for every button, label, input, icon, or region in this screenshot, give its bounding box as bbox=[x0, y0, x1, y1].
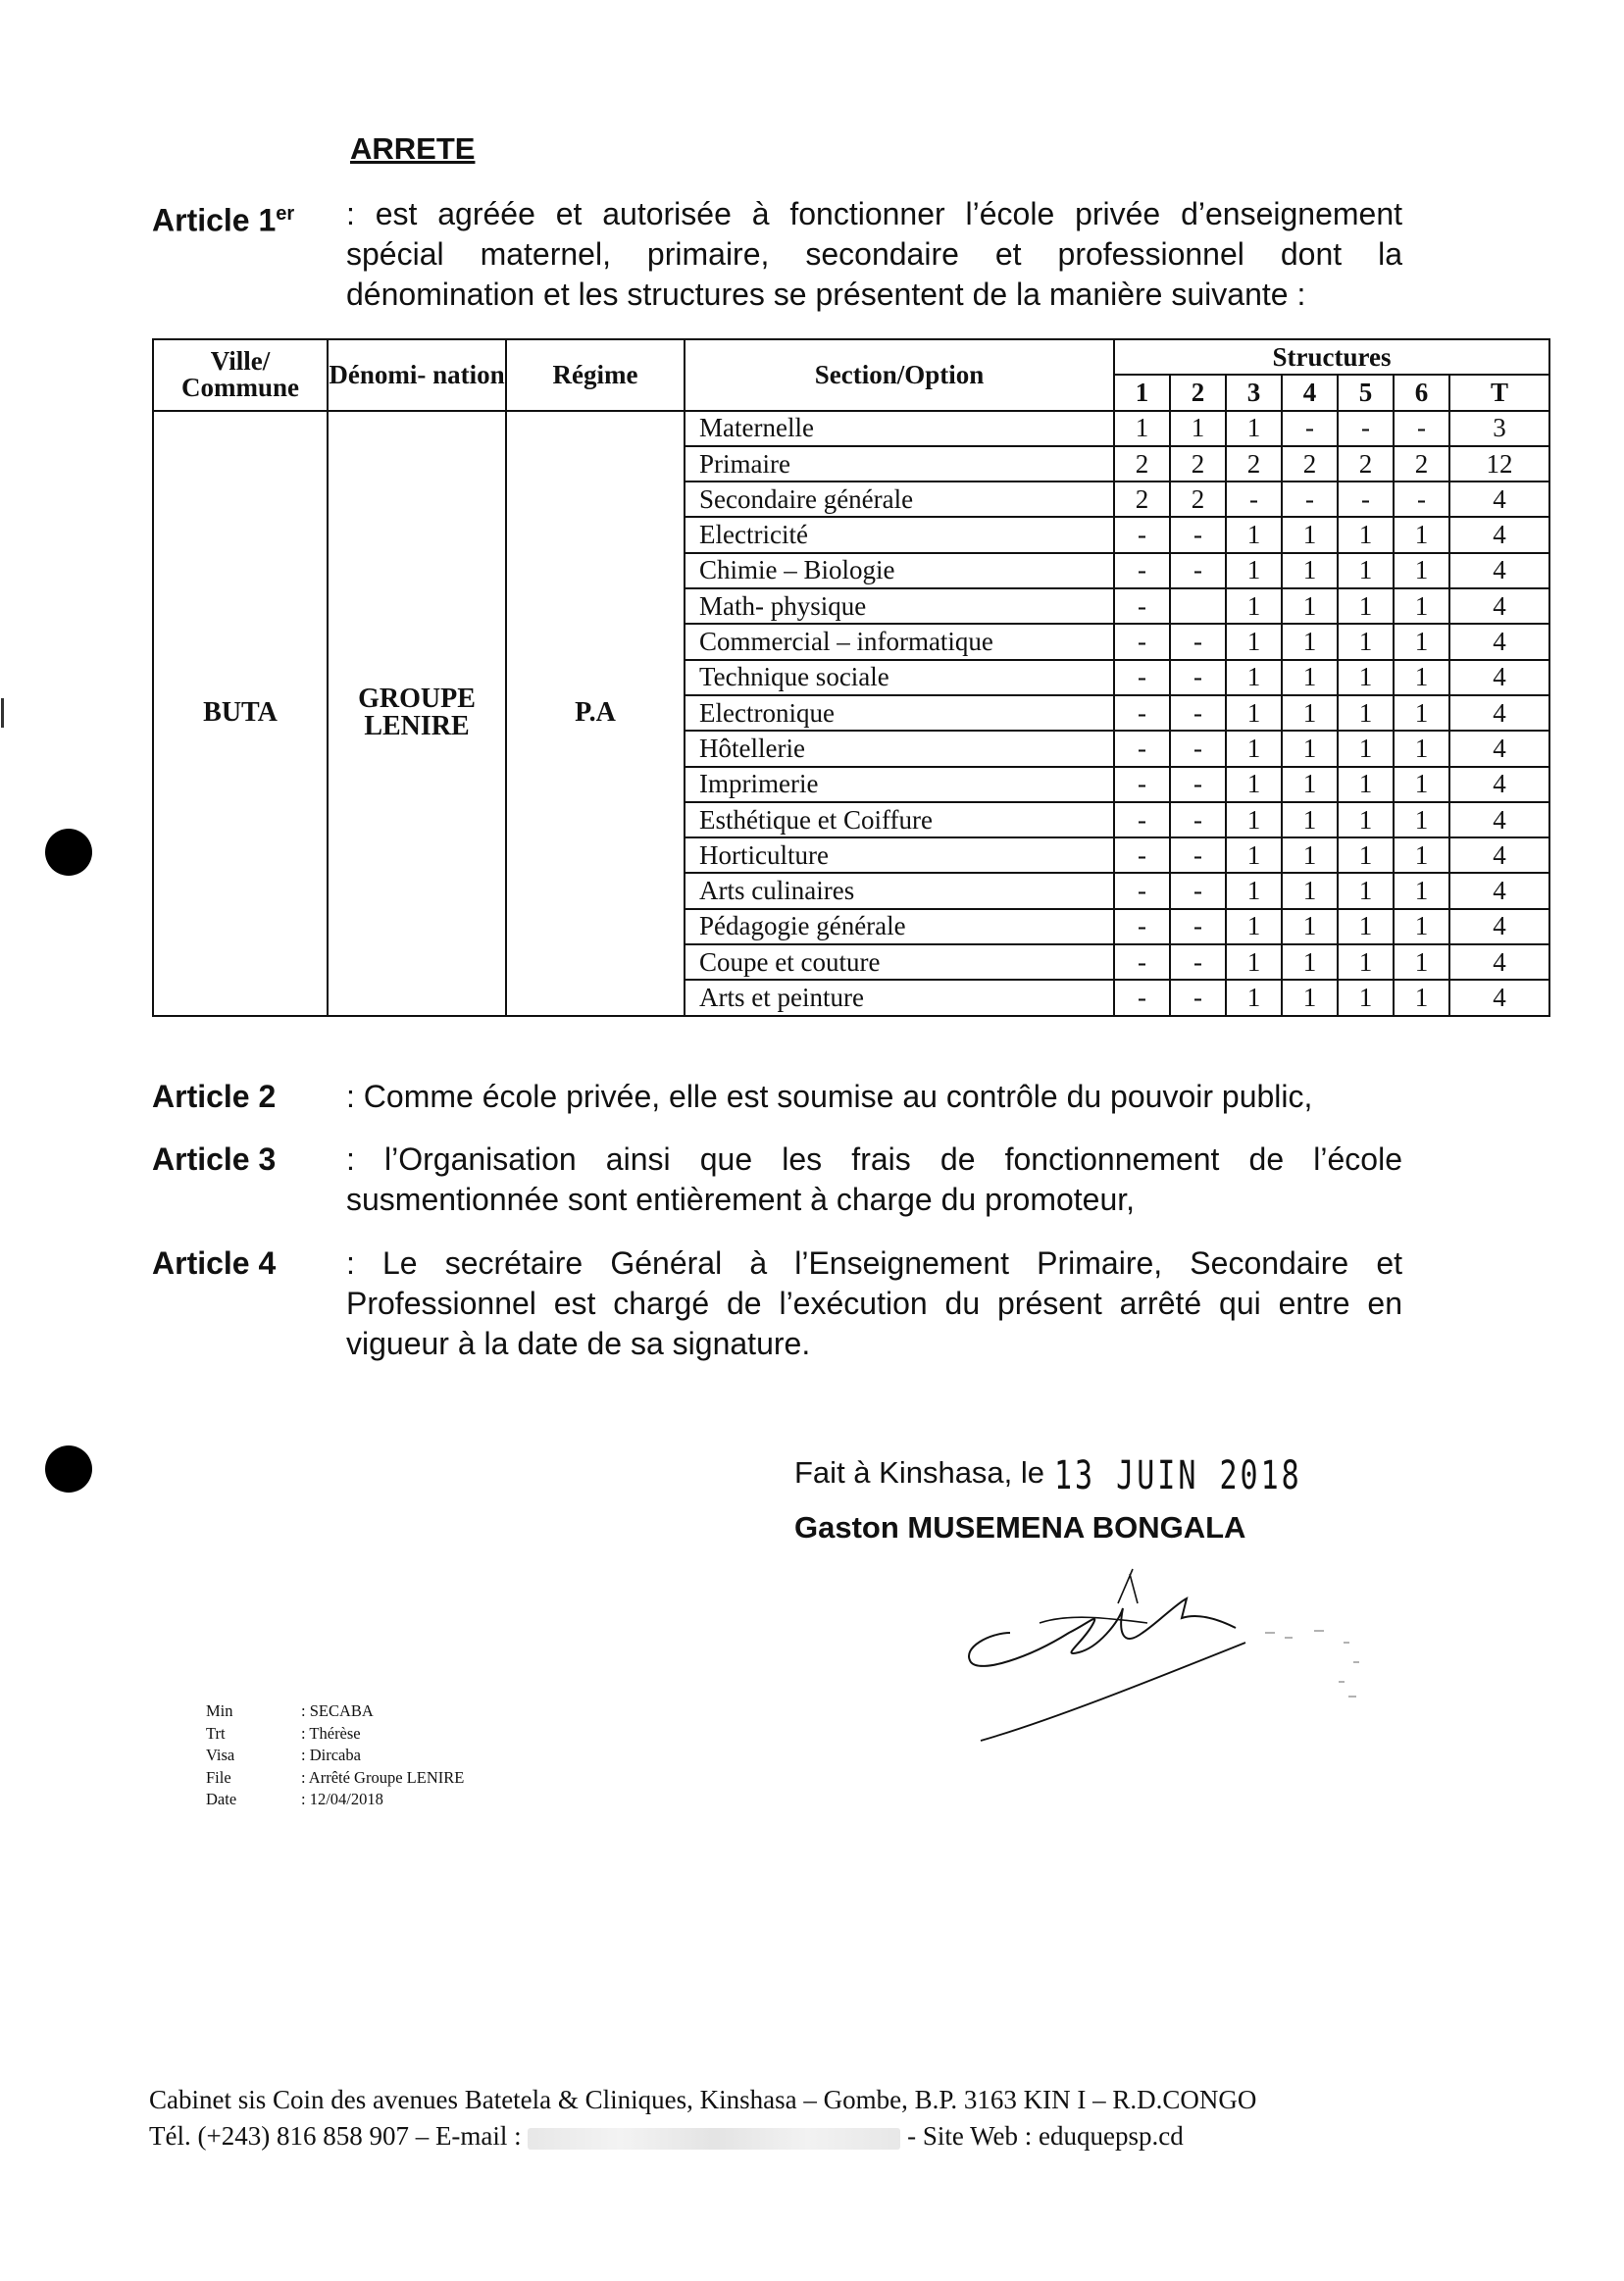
structure-cell: 1 bbox=[1338, 517, 1394, 552]
footer-contact bbox=[149, 2118, 1256, 2154]
structure-cell: 4 bbox=[1449, 909, 1549, 944]
structure-cell: 4 bbox=[1449, 517, 1549, 552]
structure-cell: - bbox=[1170, 873, 1226, 908]
structure-cell: 1 bbox=[1226, 731, 1282, 766]
structure-cell: 4 bbox=[1449, 588, 1549, 624]
article-3-label: Article 3 bbox=[152, 1141, 277, 1177]
regime-cell: P.A bbox=[506, 411, 685, 1016]
structure-cell: - bbox=[1114, 909, 1170, 944]
structure-cell: 1 bbox=[1226, 873, 1282, 908]
article-2-label: Article 2 bbox=[152, 1079, 277, 1114]
option-cell: Imprimerie bbox=[685, 767, 1114, 802]
structure-cell: - bbox=[1114, 695, 1170, 731]
place-date-label: Fait à Kinshasa, le bbox=[794, 1455, 1045, 1490]
punch-hole-bottom bbox=[45, 1445, 92, 1493]
structure-cell: 2 bbox=[1170, 446, 1226, 482]
option-cell: Pédagogie générale bbox=[685, 909, 1114, 944]
header-denomination: Dénomi- nation bbox=[328, 339, 506, 411]
structure-cell: - bbox=[1338, 482, 1394, 517]
structure-cell: 1 bbox=[1394, 873, 1449, 908]
structure-cell: 1 bbox=[1394, 980, 1449, 1015]
structure-cell: - bbox=[1114, 802, 1170, 837]
article-3 bbox=[152, 1140, 1402, 1220]
header-regime: Régime bbox=[506, 339, 685, 411]
footer bbox=[149, 2082, 1256, 2154]
structure-col-header: 5 bbox=[1338, 375, 1394, 410]
structure-cell: 1 bbox=[1282, 980, 1338, 1015]
article-2-text: : Comme école privée, elle est soumise au contrôle du pouvoir public, bbox=[346, 1079, 1313, 1114]
structure-cell: - bbox=[1114, 731, 1170, 766]
structure-cell: 1 bbox=[1338, 767, 1394, 802]
structure-col-header: 1 bbox=[1114, 375, 1170, 410]
structure-cell bbox=[1170, 588, 1226, 624]
structure-cell: - bbox=[1170, 767, 1226, 802]
structure-cell: 4 bbox=[1449, 660, 1549, 695]
structure-cell: - bbox=[1170, 624, 1226, 659]
reference-row bbox=[206, 1745, 464, 1767]
structure-cell: 1 bbox=[1394, 802, 1449, 837]
structure-cell: 1 bbox=[1338, 873, 1394, 908]
structure-cell: 4 bbox=[1449, 624, 1549, 659]
structure-cell: - bbox=[1114, 588, 1170, 624]
structure-cell: 4 bbox=[1449, 695, 1549, 731]
structure-cell: 3 bbox=[1449, 411, 1549, 446]
structure-cell: - bbox=[1114, 624, 1170, 659]
structure-cell: 1 bbox=[1282, 837, 1338, 873]
structure-cell: 4 bbox=[1449, 731, 1549, 766]
reference-key: Trt bbox=[206, 1723, 226, 1743]
structure-cell: 1 bbox=[1394, 731, 1449, 766]
structure-cell: 4 bbox=[1449, 944, 1549, 980]
footer-website: - Site Web : eduquepsp.cd bbox=[907, 2121, 1184, 2151]
structure-cell: 1 bbox=[1394, 909, 1449, 944]
reference-value: : 12/04/2018 bbox=[301, 1790, 383, 1808]
structure-cell: 1 bbox=[1394, 588, 1449, 624]
structure-cell: - bbox=[1226, 482, 1282, 517]
structure-cell: - bbox=[1114, 553, 1170, 588]
structure-cell: - bbox=[1338, 411, 1394, 446]
structure-cell: 1 bbox=[1226, 944, 1282, 980]
structure-cell: - bbox=[1114, 980, 1170, 1015]
option-cell: Maternelle bbox=[685, 411, 1114, 446]
structure-cell: - bbox=[1170, 909, 1226, 944]
structure-cell: 1 bbox=[1282, 802, 1338, 837]
date-stamp: 13 JUIN 2018 bbox=[1054, 1453, 1302, 1498]
structure-cell: 4 bbox=[1449, 980, 1549, 1015]
option-cell: Hôtellerie bbox=[685, 731, 1114, 766]
structure-cell: 1 bbox=[1338, 731, 1394, 766]
structure-cell: 1 bbox=[1338, 660, 1394, 695]
structure-cell: 1 bbox=[1338, 837, 1394, 873]
structure-cell: 1 bbox=[1282, 731, 1338, 766]
structure-cell: 1 bbox=[1170, 411, 1226, 446]
structure-cell: 1 bbox=[1394, 660, 1449, 695]
structure-col-header: 4 bbox=[1282, 375, 1338, 410]
article-1 bbox=[152, 194, 1402, 315]
structure-cell: - bbox=[1114, 944, 1170, 980]
structure-cell: 1 bbox=[1226, 802, 1282, 837]
structure-col-header: T bbox=[1449, 375, 1549, 410]
structure-col-header: 6 bbox=[1394, 375, 1449, 410]
article-4-text: : Le secrétaire Général à l’Enseignement Primaire, Secondaire et Professionnel est chargé de l’exécution du présent arrêté qui entre en vigueur à la date de sa signature. bbox=[346, 1245, 1402, 1361]
structure-cell: 1 bbox=[1226, 980, 1282, 1015]
option-cell: Coupe et couture bbox=[685, 944, 1114, 980]
structure-cell: 1 bbox=[1282, 873, 1338, 908]
option-cell: Arts culinaires bbox=[685, 873, 1114, 908]
option-cell: Electronique bbox=[685, 695, 1114, 731]
option-cell: Math- physique bbox=[685, 588, 1114, 624]
reference-key: Min bbox=[206, 1701, 233, 1720]
table-row bbox=[153, 411, 1549, 446]
article-3-text: : l’Organisation ainsi que les frais de fonctionnement de l’école susmentionnée sont entièrement à charge du promoteur, bbox=[346, 1141, 1402, 1217]
structure-cell: 4 bbox=[1449, 553, 1549, 588]
article-4-label: Article 4 bbox=[152, 1245, 277, 1281]
structure-cell: 2 bbox=[1114, 482, 1170, 517]
structure-cell: 1 bbox=[1226, 767, 1282, 802]
structure-cell: 1 bbox=[1282, 660, 1338, 695]
place-date-line bbox=[794, 1447, 1385, 1498]
reference-key: Date bbox=[206, 1790, 237, 1808]
option-cell: Secondaire générale bbox=[685, 482, 1114, 517]
structure-cell: 1 bbox=[1226, 588, 1282, 624]
structure-cell: - bbox=[1114, 873, 1170, 908]
structure-cell: - bbox=[1170, 695, 1226, 731]
scan-mark bbox=[1, 698, 4, 728]
structure-cell: 1 bbox=[1226, 660, 1282, 695]
structure-col-header: 2 bbox=[1170, 375, 1226, 410]
structure-cell: - bbox=[1114, 767, 1170, 802]
structure-cell: 1 bbox=[1282, 767, 1338, 802]
footer-phone-email: Tél. (+243) 816 858 907 – E-mail : bbox=[149, 2121, 522, 2151]
structure-cell: - bbox=[1114, 837, 1170, 873]
footer-address: Cabinet sis Coin des avenues Batetela & Cliniques, Kinshasa – Gombe, B.P. 3163 KIN I – R.D.CONGO bbox=[149, 2085, 1257, 2114]
structure-cell: 2 bbox=[1394, 446, 1449, 482]
structure-cell: 2 bbox=[1282, 446, 1338, 482]
structure-cell: 1 bbox=[1394, 767, 1449, 802]
structure-cell: 4 bbox=[1449, 837, 1549, 873]
option-cell: Horticulture bbox=[685, 837, 1114, 873]
structure-cell: 1 bbox=[1338, 695, 1394, 731]
structure-cell: 1 bbox=[1338, 553, 1394, 588]
structure-cell: 1 bbox=[1394, 517, 1449, 552]
structure-cell: 1 bbox=[1282, 695, 1338, 731]
structure-cell: - bbox=[1170, 980, 1226, 1015]
document-heading: ARRETE bbox=[350, 131, 476, 166]
reference-key: Visa bbox=[206, 1746, 235, 1764]
structure-cell: - bbox=[1170, 944, 1226, 980]
structure-cell: 1 bbox=[1338, 802, 1394, 837]
option-cell: Arts et peinture bbox=[685, 980, 1114, 1015]
option-cell: Electricité bbox=[685, 517, 1114, 552]
structure-col-header: 3 bbox=[1226, 375, 1282, 410]
structure-cell: - bbox=[1170, 731, 1226, 766]
structure-cell: 2 bbox=[1226, 446, 1282, 482]
structure-cell: 1 bbox=[1282, 944, 1338, 980]
reference-row bbox=[206, 1723, 464, 1746]
reference-row bbox=[206, 1700, 464, 1723]
structure-cell: 4 bbox=[1449, 482, 1549, 517]
article-1-text: : est agréée et autorisée à fonctionner l’école privée d’enseignement spécial maternel, primaire, secondaire et professionnel dont la dénomination et les structures se présentent de la manière suivante : bbox=[346, 196, 1402, 312]
structure-cell: 4 bbox=[1449, 873, 1549, 908]
structure-cell: 1 bbox=[1226, 553, 1282, 588]
option-cell: Primaire bbox=[685, 446, 1114, 482]
structure-cell: - bbox=[1394, 482, 1449, 517]
structure-cell: 1 bbox=[1226, 411, 1282, 446]
structure-cell: 2 bbox=[1338, 446, 1394, 482]
structure-cell: - bbox=[1282, 411, 1338, 446]
redacted-email bbox=[528, 2128, 900, 2150]
structure-cell: 12 bbox=[1449, 446, 1549, 482]
reference-value: : Dircaba bbox=[301, 1746, 361, 1764]
option-cell: Esthétique et Coiffure bbox=[685, 802, 1114, 837]
structure-cell: - bbox=[1282, 482, 1338, 517]
structure-cell: 1 bbox=[1282, 553, 1338, 588]
structures-table bbox=[152, 338, 1550, 1017]
structure-cell: 1 bbox=[1394, 624, 1449, 659]
structure-cell: 1 bbox=[1226, 909, 1282, 944]
handwritten-signature bbox=[951, 1564, 1402, 1750]
reference-value: : Thérèse bbox=[301, 1723, 361, 1743]
reference-key: File bbox=[206, 1767, 231, 1787]
article-4 bbox=[152, 1243, 1402, 1364]
option-cell: Commercial – informatique bbox=[685, 624, 1114, 659]
reference-value: : SECABA bbox=[301, 1701, 374, 1720]
structure-cell: 4 bbox=[1449, 802, 1549, 837]
header-structures: Structures bbox=[1114, 339, 1549, 375]
structure-cell: 1 bbox=[1338, 909, 1394, 944]
signatory-name: Gaston MUSEMENA BONGALA bbox=[794, 1510, 1246, 1545]
structure-cell: - bbox=[1170, 660, 1226, 695]
structure-cell: 1 bbox=[1282, 909, 1338, 944]
reference-block bbox=[206, 1700, 464, 1811]
article-1-label: Article 1er bbox=[152, 202, 295, 238]
structure-cell: 1 bbox=[1394, 944, 1449, 980]
structure-cell: - bbox=[1394, 411, 1449, 446]
punch-hole-top bbox=[45, 829, 92, 876]
structure-cell: 1 bbox=[1226, 837, 1282, 873]
structure-cell: - bbox=[1170, 553, 1226, 588]
structure-cell: 1 bbox=[1338, 944, 1394, 980]
article-2 bbox=[152, 1077, 1402, 1117]
structure-cell: 1 bbox=[1394, 837, 1449, 873]
structure-cell: 1 bbox=[1226, 517, 1282, 552]
structure-cell: 1 bbox=[1282, 624, 1338, 659]
reference-value: : Arrêté Groupe LENIRE bbox=[301, 1767, 465, 1787]
structure-cell: 2 bbox=[1114, 446, 1170, 482]
reference-row bbox=[206, 1767, 464, 1790]
denomination-cell: GROUPE LENIRE bbox=[328, 411, 506, 1016]
ville-cell: BUTA bbox=[153, 411, 328, 1016]
option-cell: Technique sociale bbox=[685, 660, 1114, 695]
structure-cell: - bbox=[1114, 517, 1170, 552]
structure-cell: 1 bbox=[1394, 695, 1449, 731]
structure-cell: - bbox=[1170, 837, 1226, 873]
structure-cell: 1 bbox=[1282, 517, 1338, 552]
option-cell: Chimie – Biologie bbox=[685, 553, 1114, 588]
structure-cell: 1 bbox=[1226, 624, 1282, 659]
structure-cell: 1 bbox=[1338, 624, 1394, 659]
header-section: Section/Option bbox=[685, 339, 1114, 411]
structure-cell: 1 bbox=[1226, 695, 1282, 731]
reference-row bbox=[206, 1789, 464, 1811]
structure-cell: 1 bbox=[1114, 411, 1170, 446]
structure-cell: 1 bbox=[1338, 980, 1394, 1015]
header-ville: Ville/ Commune bbox=[153, 339, 328, 411]
structure-cell: - bbox=[1170, 517, 1226, 552]
structure-cell: 4 bbox=[1449, 767, 1549, 802]
structure-cell: 2 bbox=[1170, 482, 1226, 517]
structure-cell: 1 bbox=[1282, 588, 1338, 624]
structure-cell: - bbox=[1114, 660, 1170, 695]
structure-cell: 1 bbox=[1338, 588, 1394, 624]
structure-cell: 1 bbox=[1394, 553, 1449, 588]
structure-cell: - bbox=[1170, 802, 1226, 837]
